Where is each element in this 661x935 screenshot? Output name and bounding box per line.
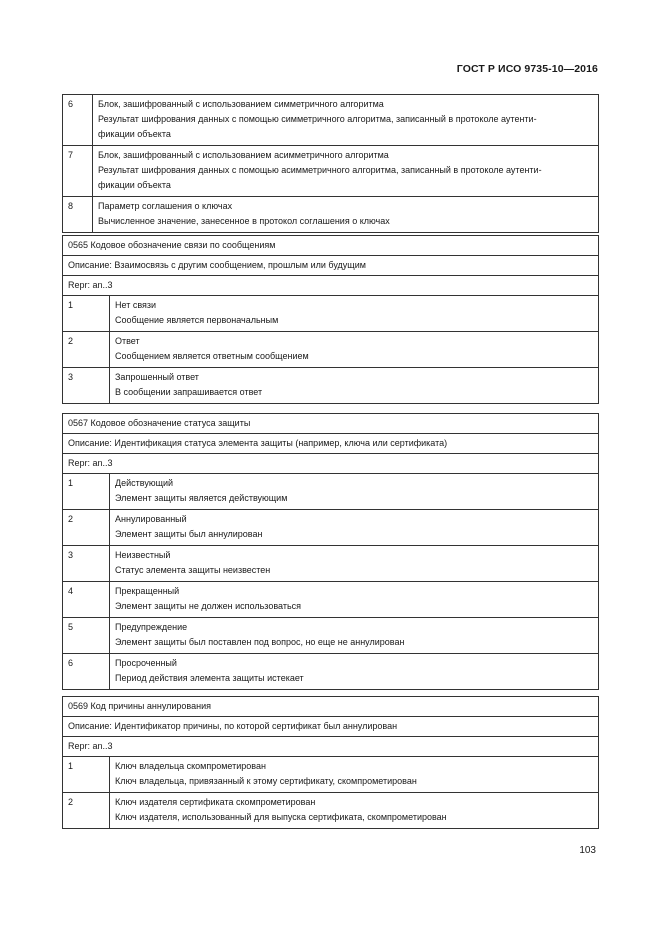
code-name: Параметр соглашения о ключах [98, 201, 233, 211]
code-cell: 1 [63, 296, 110, 332]
meaning-cell [110, 510, 599, 546]
code-description: Ключ издателя, использованный для выпуска сертификата, скомпрометирован [115, 812, 447, 822]
meaning-cell [110, 654, 599, 690]
code-description-cont: фикации объекта [98, 129, 171, 139]
table-title: 0565 Кодовое обозначение связи по сообщениям [63, 236, 599, 256]
code-description: Элемент защиты не должен использоваться [115, 601, 302, 611]
code-name: Блок, зашифрованный с использованием асимметричного алгоритма [98, 150, 389, 160]
code-description: Результат шифрования данных с помощью асимметричного алгоритма, записанный в протоколе аутенти- [98, 165, 542, 175]
table-row [63, 146, 599, 197]
code-cell: 6 [63, 95, 93, 146]
code-description: Сообщением является ответным сообщением [115, 351, 309, 361]
code-name: Ключ владельца скомпрометирован [115, 761, 266, 771]
table-repr: Repr: an..3 [63, 454, 599, 474]
code-cell: 2 [63, 510, 110, 546]
code-description: Статус элемента защиты неизвестен [115, 565, 271, 575]
code-cell: 2 [63, 793, 110, 829]
code-description: Элемент защиты является действующим [115, 493, 288, 503]
code-name: Просроченный [115, 658, 177, 668]
code-cell: 3 [63, 546, 110, 582]
repr-row [63, 276, 599, 296]
description-row [63, 717, 599, 737]
table-title-row [63, 414, 599, 434]
table-row [63, 793, 599, 829]
meaning-cell [93, 197, 599, 233]
table-repr: Repr: an..3 [63, 737, 599, 757]
table-description: Описание: Взаимосвязь с другим сообщением, прошлым или будущим [63, 256, 599, 276]
meaning-cell [110, 332, 599, 368]
table-title: 0567 Кодовое обозначение статуса защиты [63, 414, 599, 434]
code-cell: 4 [63, 582, 110, 618]
meaning-cell [110, 546, 599, 582]
table-description: Описание: Идентификация статуса элемента защиты (например, ключа или сертификата) [63, 434, 599, 454]
meaning-cell [93, 146, 599, 197]
meaning-cell [110, 757, 599, 793]
code-description: Результат шифрования данных с помощью симметричного алгоритма, записанный в протоколе аутенти- [98, 114, 537, 124]
repr-row [63, 454, 599, 474]
table-row [63, 546, 599, 582]
code-description: Сообщение является первоначальным [115, 315, 279, 325]
code-name: Предупреждение [115, 622, 188, 632]
meaning-cell [93, 95, 599, 146]
meaning-cell [110, 368, 599, 404]
table-title-row [63, 697, 599, 717]
meaning-cell [110, 296, 599, 332]
table-title: 0569 Код причины аннулирования [63, 697, 599, 717]
table-row [63, 474, 599, 510]
code-name: Неизвестный [115, 550, 171, 560]
table-row [63, 332, 599, 368]
description-row [63, 256, 599, 276]
code-cell: 5 [63, 618, 110, 654]
code-name: Нет связи [115, 300, 157, 310]
code-name: Действующий [115, 478, 174, 488]
code-cell: 7 [63, 146, 93, 197]
code-cell: 6 [63, 654, 110, 690]
table-row [63, 296, 599, 332]
table-row [63, 757, 599, 793]
code-cell: 1 [63, 474, 110, 510]
document-header: ГОСТ Р ИСО 9735-10—2016 [456, 63, 598, 75]
code-cell: 3 [63, 368, 110, 404]
repr-row [63, 737, 599, 757]
table-description: Описание: Идентификатор причины, по которой сертификат был аннулирован [63, 717, 599, 737]
table-row [63, 618, 599, 654]
meaning-cell [110, 618, 599, 654]
meaning-cell [110, 474, 599, 510]
code-description-cont: фикации объекта [98, 180, 171, 190]
table-repr: Repr: an..3 [63, 276, 599, 296]
meaning-cell [110, 582, 599, 618]
code-name: Ключ издателя сертификата скомпрометирован [115, 797, 316, 807]
code-description: Период действия элемента защиты истекает [115, 673, 304, 683]
code-description: Вычисленное значение, занесенное в протокол соглашения о ключах [98, 216, 390, 226]
code-description: В сообщении запрашивается ответ [115, 387, 263, 397]
table-row [63, 510, 599, 546]
code-table-0565 [62, 235, 599, 404]
code-name: Прекращенный [115, 586, 180, 596]
table-row [63, 582, 599, 618]
code-cell: 1 [63, 757, 110, 793]
code-description: Ключ владельца, привязанный к этому сертификату, скомпрометирован [115, 776, 417, 786]
page-number: 103 [579, 845, 596, 856]
table-row [63, 368, 599, 404]
meaning-cell [110, 793, 599, 829]
table-row [63, 197, 599, 233]
code-table-0569 [62, 696, 599, 829]
code-cell: 2 [63, 332, 110, 368]
code-table-continuation [62, 94, 599, 233]
code-description: Элемент защиты был поставлен под вопрос, но еще не аннулирован [115, 637, 405, 647]
code-name: Блок, зашифрованный с использованием симметричного алгоритма [98, 99, 384, 109]
code-description: Элемент защиты был аннулирован [115, 529, 263, 539]
table-row [63, 95, 599, 146]
table-row [63, 654, 599, 690]
code-cell: 8 [63, 197, 93, 233]
code-name: Ответ [115, 336, 140, 346]
code-name: Запрошенный ответ [115, 372, 199, 382]
code-name: Аннулированный [115, 514, 187, 524]
code-table-0567 [62, 413, 599, 690]
description-row [63, 434, 599, 454]
table-title-row [63, 236, 599, 256]
